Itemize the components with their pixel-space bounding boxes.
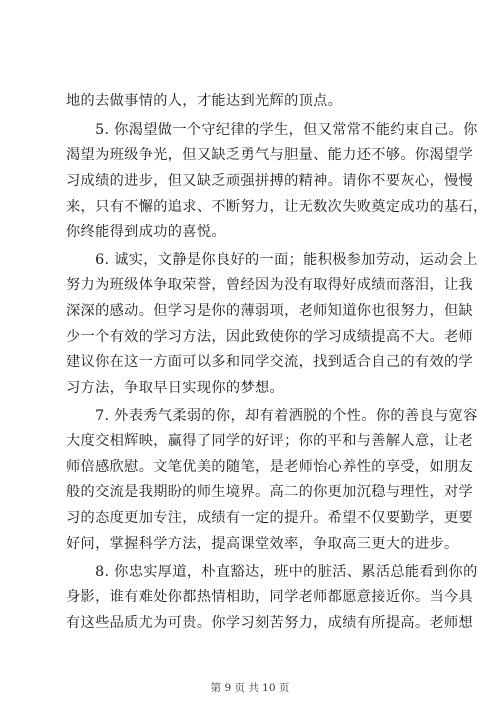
text-line: 少一个有效的学习方法，因此致使你的学习成绩提高不大。老师 [66, 329, 474, 345]
text-line: 6. 诚实，文静是你良好的一面；能积极参加劳动，运动会上 [66, 252, 478, 268]
text-line: 习成绩的进步，但又缺乏顽强拼搏的精神。请你不要灰心，慢慢 [66, 173, 474, 189]
text-line: 7. 外表秀气柔弱的你，却有着洒脱的个性。你的善良与宽容 [66, 408, 478, 424]
text-line: 好问，掌握科学方法，提高课堂效率，争取高三更大的进步。 [66, 536, 459, 552]
page-footer: 第 9 页 共 10 页 [210, 682, 290, 694]
text-line: 努力为班级体争取荣誉，曾经因为没有取得好成绩而落泪，让我 [66, 277, 474, 293]
text-line: 习的态度更加专注，成绩有一定的提升。希望不仅要勤学，更要 [66, 510, 474, 526]
text-line: 身影，谁有难处你都热情相助，同学老师都愿意接近你。当今具 [66, 589, 474, 605]
text-line: 来，只有不懈的追求、不断努力，让无数次失败奠定成功的基石， [66, 199, 488, 215]
text-line: 地的去做事情的人，才能达到光辉的顶点。 [66, 93, 343, 109]
text-line: 师倍感欣慰。文笔优美的随笔，是老师怡心养性的享受，如朋友 [66, 459, 474, 475]
text-line: 有这些品质尤为可贵。你学习刻苦努力，成绩有所提高。老师想 [66, 615, 474, 631]
text-line: 大度交相辉映，赢得了同学的好评；你的平和与善解人意，让老 [66, 433, 474, 449]
text-line: 建议你在这一方面可以多和同学交流，找到适合自己的有效的学 [66, 354, 474, 370]
text-line: 你终能得到成功的喜悦。 [66, 224, 226, 240]
text-line: 8. 你忠实厚道，朴直豁达，班中的脏活、累活总能看到你的 [66, 564, 478, 580]
text-line: 5. 你渴望做一个守纪律的学生，但又常常不能约束自己。你 [66, 122, 478, 138]
text-line: 深深的感动。但学习是你的薄弱项，老师知道你也很努力，但缺 [66, 303, 474, 319]
text-line: 习方法，争取早日实现你的梦想。 [66, 380, 285, 396]
text-line: 般的交流是我期盼的师生境界。高二的你更加沉稳与理性，对学 [66, 484, 474, 500]
text-line: 渴望为班级争光，但又缺乏勇气与胆量、能力还不够。你渴望学 [66, 147, 474, 163]
